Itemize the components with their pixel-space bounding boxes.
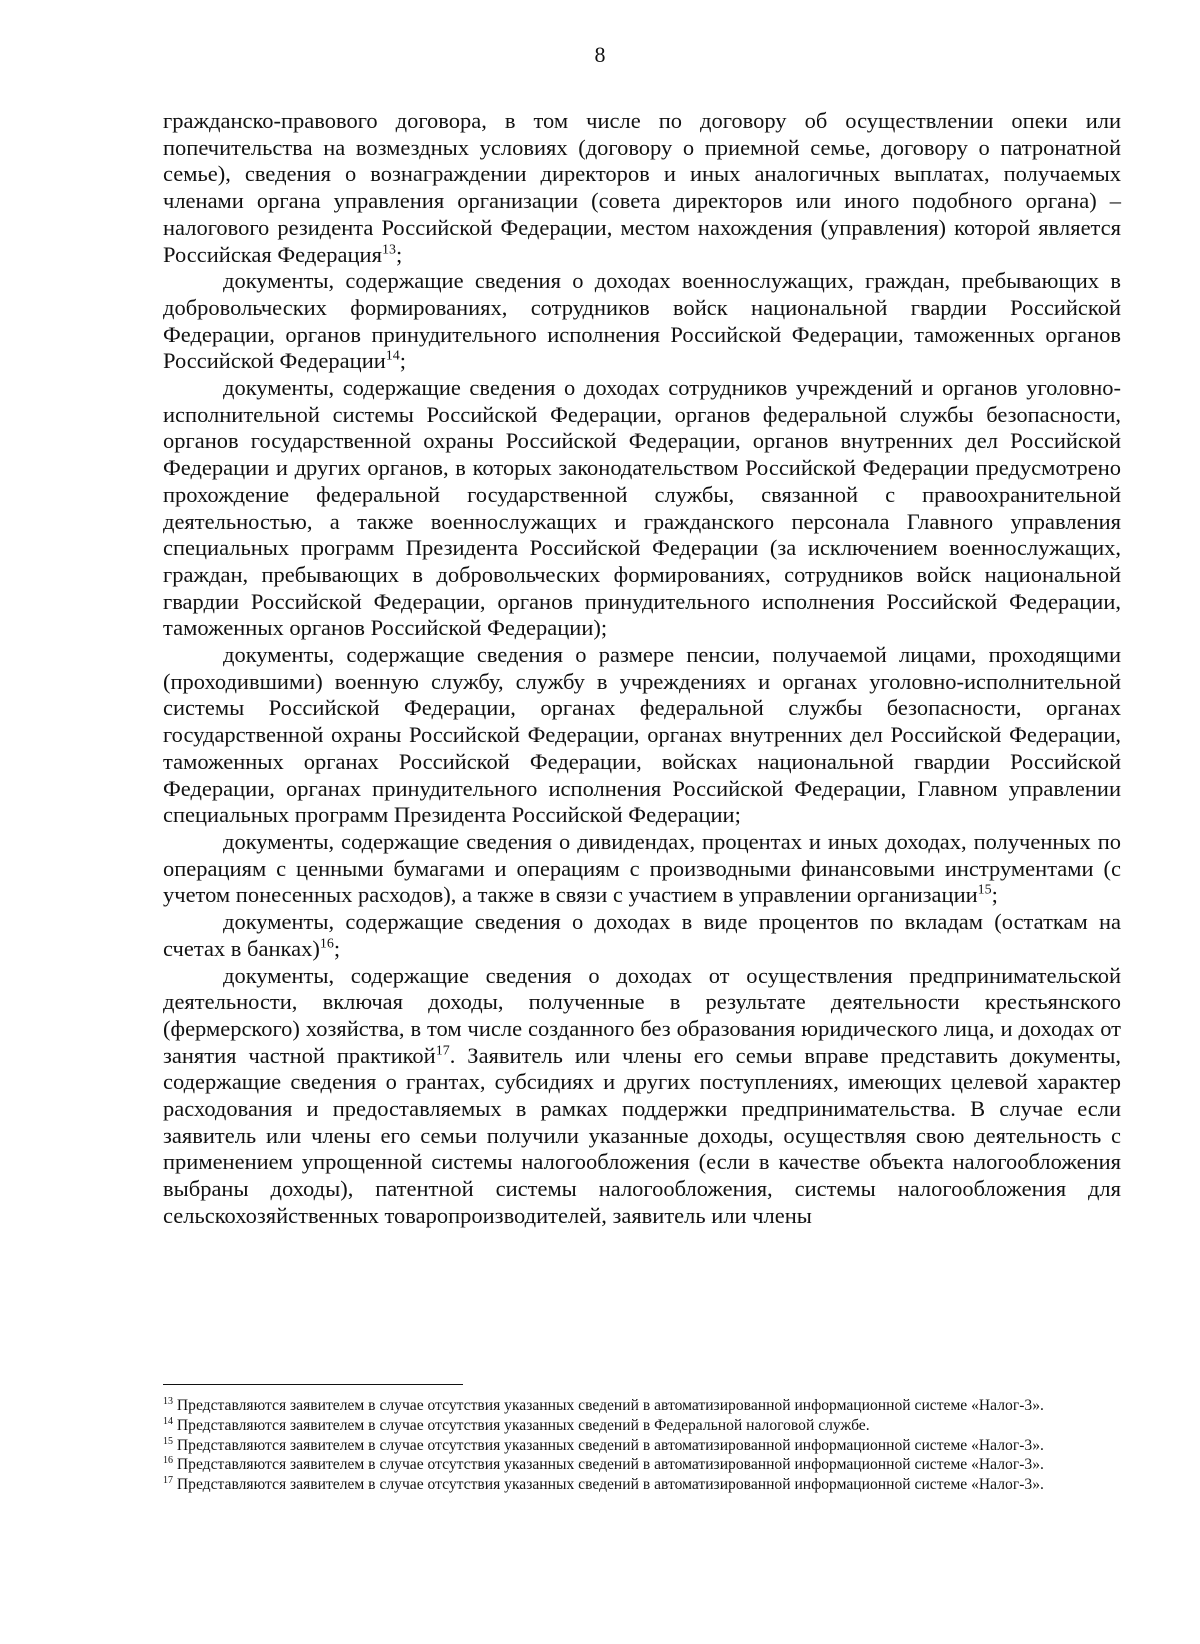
- paragraph-text: документы, содержащие сведения о доходах военнослужащих, граждан, пребывающих в добровольческих формированиях, сотрудников войск национальной гвардии Российской Федерации, органов принудительного исполнения Российской Федерации, таможенных органов Российской Федерации: [163, 268, 1121, 374]
- footnote-number: 16: [163, 1455, 173, 1467]
- footnote-reference[interactable]: 17: [435, 1043, 450, 1059]
- footnote-separator: [163, 1384, 463, 1385]
- footnote-number: 13: [163, 1395, 173, 1407]
- footnote-reference[interactable]: 14: [385, 348, 400, 364]
- footnote-text: Представляются заявителем в случае отсутствия указанных сведений в автоматизированной информационной системе «Налог-3».: [176, 1476, 1044, 1494]
- footnotes: [163, 1396, 1121, 1495]
- footnote-reference[interactable]: 16: [319, 936, 334, 952]
- paragraph-tail: . Заявитель или члены его семьи вправе представить документы, содержащие сведения о грантах, субсидиях и других поступлениях, имеющих целевой характер расходования и предоставляемых в рамках поддержки предпринимательства. В случае если заявитель или члены его семьи получили указанные доходы, осуществляя свою деятельность с применением упрощенной системы налогообложения (если в качестве объекта налогообложения выбраны доходы), патентной системы налогообложения, системы налогообложения для сельскохозяйственных товаропроизводителей, заявитель или члены: [163, 1042, 1121, 1228]
- paragraph-3: [163, 375, 1121, 642]
- paragraph-5: [163, 829, 1121, 909]
- paragraph-tail: ;: [333, 935, 341, 961]
- footnote-16: [163, 1455, 1121, 1475]
- footnote-reference[interactable]: 13: [381, 242, 396, 258]
- footnote-14: [163, 1416, 1121, 1436]
- paragraph-tail: ;: [399, 348, 407, 374]
- paragraph-tail: ;: [395, 241, 403, 267]
- footnote-number: 15: [163, 1435, 173, 1447]
- body-text: [163, 108, 1121, 1230]
- paragraph-4: [163, 642, 1121, 829]
- paragraph-1: [163, 108, 1121, 268]
- footnote-reference[interactable]: 15: [977, 882, 992, 898]
- paragraph-text: документы, содержащие сведения о доходах в виде процентов по вкладам (остаткам на счетах в банках): [163, 909, 1121, 961]
- footnote-number: 14: [163, 1415, 173, 1427]
- footnote-text: Представляются заявителем в случае отсутствия указанных сведений в автоматизированной информационной системе «Налог-3».: [176, 1436, 1044, 1454]
- page-number: 8: [594, 42, 606, 67]
- paragraph-6: [163, 909, 1121, 962]
- footnote-15: [163, 1436, 1121, 1456]
- paragraph-text: документы, содержащие сведения о доходах от осуществления предпринимательской деятельности, включая доходы, полученные в результате деятельности крестьянского (фермерского) хозяйства, в том числе созданного без образования юридического лица, и доходах от занятия частной практикой: [163, 962, 1121, 1068]
- paragraph-2: [163, 268, 1121, 375]
- paragraph-text: документы, содержащие сведения о размере пенсии, получаемой лицами, проходящими (проходившими) военную службу, службу в учреждениях и органах уголовно-исполнительной системы Российской Федерации, органах федеральной службы безопасности, органах государственной охраны Российской Федерации, органах внутренних дел Российской Федерации, таможенных органах Российской Федерации, войсках национальной гвардии Российской Федерации, органах принудительного исполнения Российской Федерации, Главном управлении специальных программ Президента Российской Федерации;: [163, 642, 1121, 828]
- footnote-text: Представляются заявителем в случае отсутствия указанных сведений в автоматизированной информационной системе «Налог-3».: [176, 1397, 1044, 1414]
- footnote-13: [163, 1396, 1121, 1416]
- footnote-17: [163, 1475, 1121, 1495]
- paragraph-7: [163, 963, 1121, 1230]
- paragraph-tail: ;: [991, 882, 998, 908]
- footnote-text: Представляются заявителем в случае отсутствия указанных сведений в автоматизированной информационной системе «Налог-3».: [176, 1456, 1044, 1474]
- footnote-text: Представляются заявителем в случае отсутствия указанных сведений в Федеральной налоговой службе.: [176, 1416, 870, 1434]
- paragraph-text: гражданско-правового договора, в том числе по договору об осуществлении опеки или попечительства на возмездных условиях (договору о приемной семье, договору о патронатной семье), сведения о вознаграждении директоров и иных аналогичных выплатах, получаемых членами органа управления организации (совета директоров или иного подобного органа) – налогового резидента Российской Федерации, местом нахождения (управления) которой является Российская Федерация: [163, 108, 1121, 267]
- paragraph-text: документы, содержащие сведения о дивидендах, процентах и иных доходах, полученных по операциям с ценными бумагами и операциям с производными финансовыми инструментами (с учетом понесенных расходов), а также в связи с участием в управлении организации: [163, 828, 1121, 908]
- footnote-number: 17: [163, 1475, 173, 1486]
- paragraph-text: документы, содержащие сведения о доходах сотрудников учреждений и органов уголовно-исполнительной системы Российской Федерации, органов федеральной службы безопасности, органов государственной охраны Российской Федерации, органов внутренних дел Российской Федерации и других органов, в которых законодательством Российской Федерации предусмотрено прохождение федеральной государственной службы, связанной с правоохранительной деятельностью, а также военнослужащих и гражданского персонала Главного управления специальных программ Президента Российской Федерации (за исключением военнослужащих, граждан, пребывающих в добровольческих формированиях, сотрудников войск национальной гвардии Российской Федерации, органов принудительного исполнения Российской Федерации, таможенных органов Российской Федерации);: [163, 375, 1121, 641]
